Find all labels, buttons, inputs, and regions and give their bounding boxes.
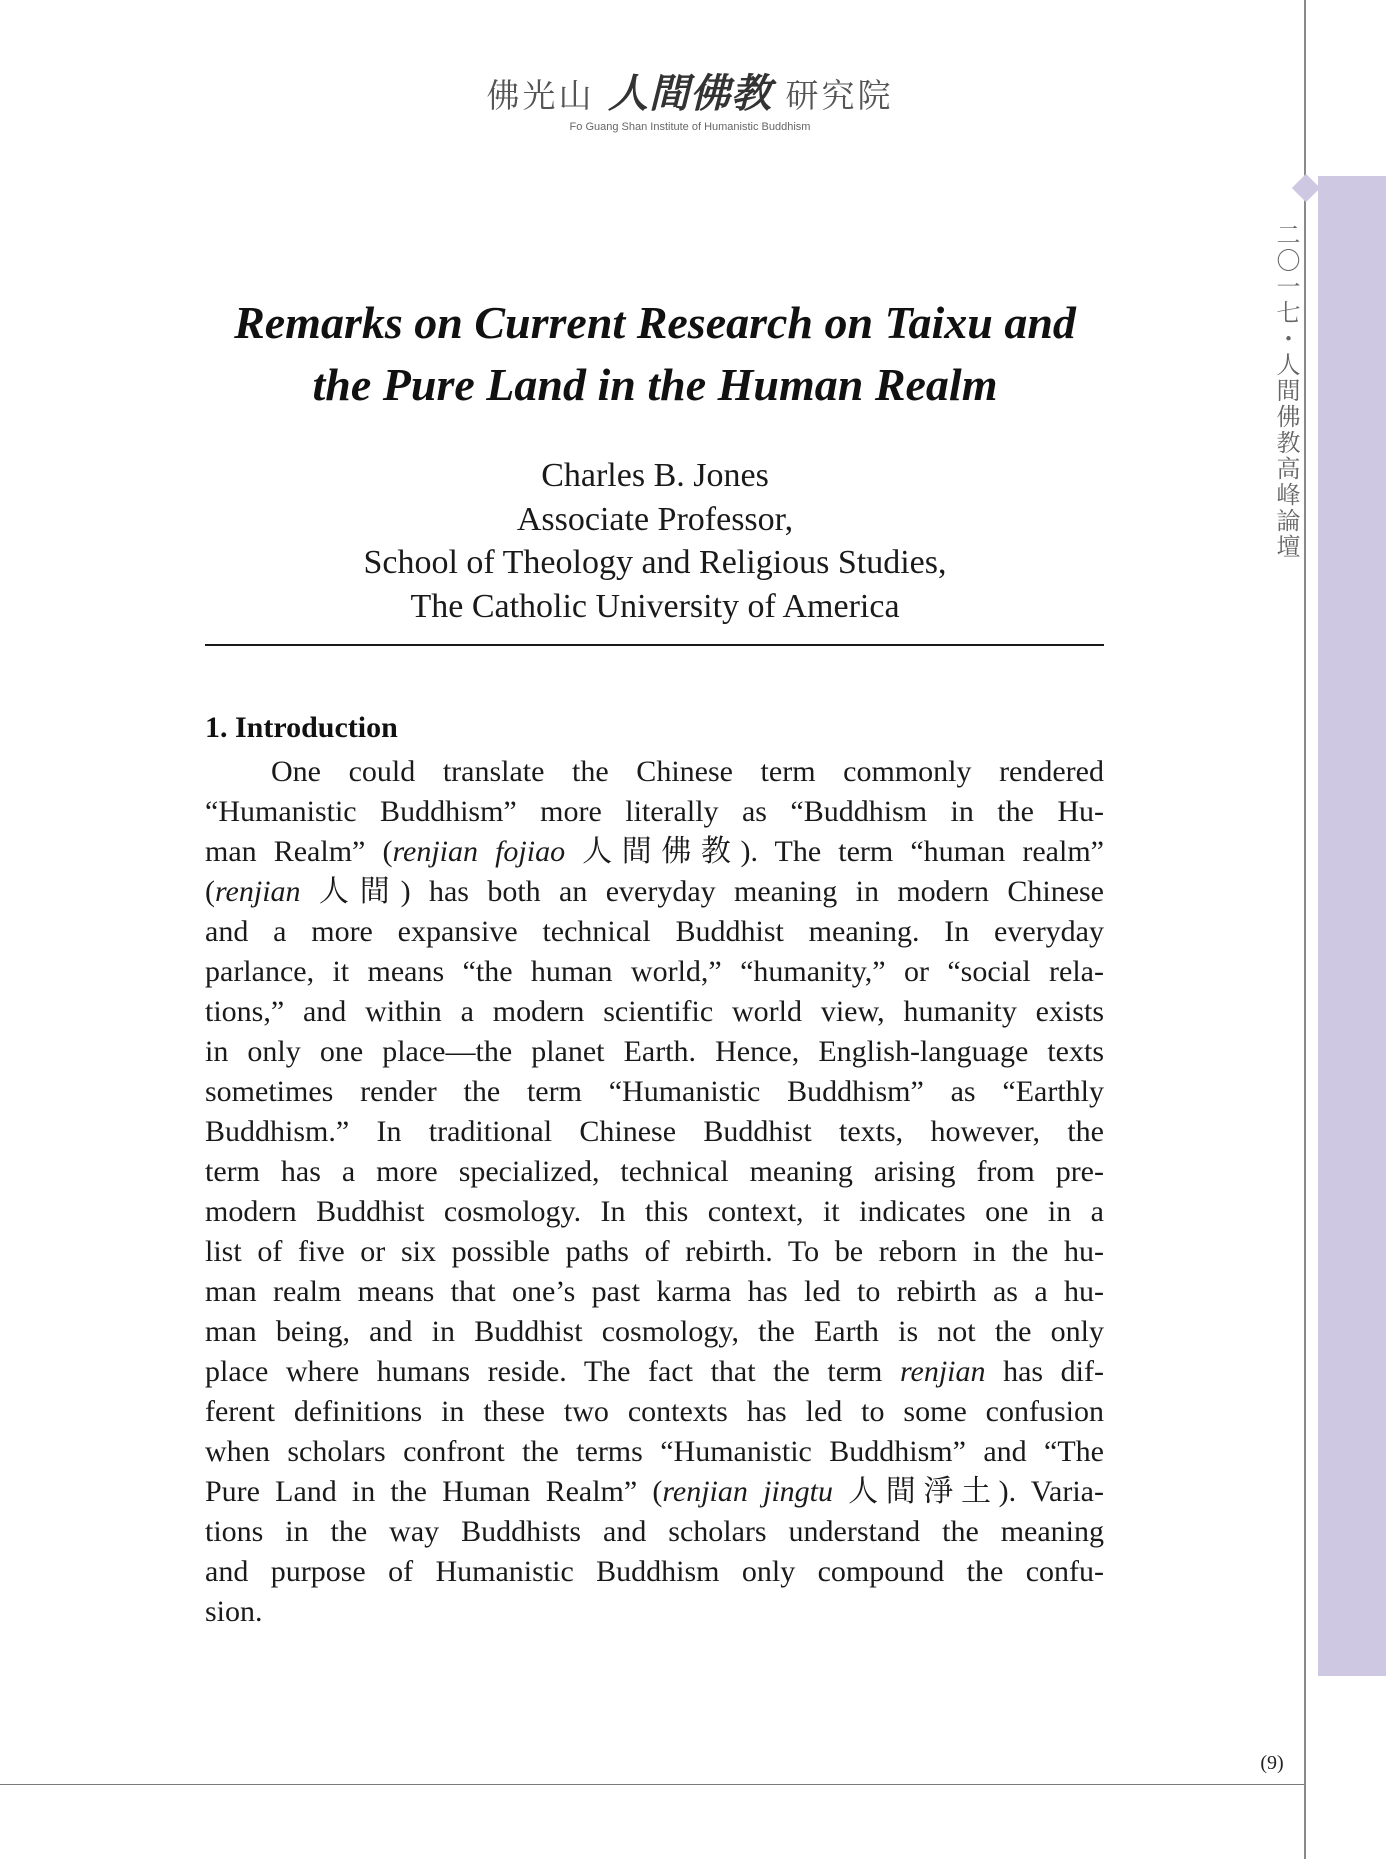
footer-rule <box>0 1784 1304 1785</box>
paragraph-line: tions in the way Buddhists and scholars understand the meaning <box>205 1515 1104 1548</box>
paragraph-line: (renjian 人間) has both an everyday meaning in modern Chinese <box>205 875 1104 908</box>
paragraph-line: Pure Land in the Human Realm” (renjian jingtu 人間淨土). Varia- <box>205 1475 1104 1508</box>
italic-term: renjian jingtu <box>662 1475 833 1508</box>
paragraph-line: man Realm” (renjian fojiao 人間佛教). The term “human realm” <box>205 835 1104 868</box>
author-name: Charles B. Jones <box>541 457 769 494</box>
paragraph-line: and purpose of Humanistic Buddhism only compound the confu- <box>205 1555 1104 1588</box>
italic-term: renjian fojiao <box>392 835 566 868</box>
paragraph-line: man realm means that one’s past karma has led to rebirth as a hu- <box>205 1275 1104 1308</box>
paragraph-line: list of five or six possible paths of rebirth. To be reborn in the hu- <box>205 1235 1104 1268</box>
paragraph-line: term has a more specialized, technical meaning arising from pre- <box>205 1155 1104 1188</box>
paragraph-line: ferent definitions in these two contexts has led to some confusion <box>205 1395 1104 1428</box>
section-heading: 1. Introduction <box>205 711 398 744</box>
body-paragraph <box>205 752 1104 1632</box>
paragraph-line: in only one place—the planet Earth. Hence, English-language texts <box>205 1035 1104 1068</box>
italic-term: renjian <box>899 1355 986 1388</box>
logo-cn-brush: 人間佛教 <box>608 70 772 117</box>
logo-english: Fo Guang Shan Institute of Humanistic Buddhism <box>569 121 811 133</box>
paragraph-line: One could translate the Chinese term commonly rendered <box>271 755 1104 788</box>
paragraph-line: modern Buddhist cosmology. In this context, it indicates one in a <box>205 1195 1104 1228</box>
logo-chinese <box>480 62 900 119</box>
author-position: Associate Professor, <box>516 500 794 538</box>
paragraph-line: man being, and in Buddhist cosmology, the Earth is not the only <box>205 1315 1104 1348</box>
paragraph-line: sometimes render the term “Humanistic Buddhism” as “Earthly <box>205 1075 1104 1108</box>
logo-cn-left: 佛光山 <box>486 76 595 115</box>
author-university: The Catholic University of America <box>410 587 900 625</box>
author-school: School of Theology and Religious Studies, <box>363 544 947 581</box>
paragraph-line: “Humanistic Buddhism” more literally as “Buddhism in the Hu- <box>205 795 1104 828</box>
paragraph-line: when scholars confront the terms “Humanistic Buddhism” and “The <box>205 1435 1104 1468</box>
paragraph-line: place where humans reside. The fact that the term renjian has dif- <box>205 1355 1104 1388</box>
title-divider <box>205 644 1104 646</box>
paragraph-line: Buddhism.” In traditional Chinese Buddhist texts, however, the <box>205 1115 1104 1148</box>
diamond-ornament <box>1292 174 1320 202</box>
logo-cn-right: 研究院 <box>785 76 894 115</box>
paragraph-line: tions,” and within a modern scientific world view, humanity exists <box>205 995 1104 1028</box>
title-line-2: the Pure Land in the Human Realm <box>312 359 998 410</box>
title-line-1: Remarks on Current Research on Taixu and <box>234 297 1076 348</box>
article-title <box>205 292 1105 416</box>
paragraph-line: and a more expansive technical Buddhist meaning. In everyday <box>205 915 1104 948</box>
italic-term: renjian <box>215 875 301 908</box>
page-number: (9) <box>1260 1752 1284 1774</box>
paragraph-line: parlance, it means “the human world,” “humanity,” or “social rela- <box>205 955 1104 988</box>
paragraph-line: sion. <box>205 1595 263 1628</box>
side-color-band <box>1318 176 1386 1676</box>
margin-rule <box>1304 0 1306 1859</box>
author-block <box>205 454 1105 628</box>
institute-logo <box>480 62 900 133</box>
running-head-vertical: 二〇一七・人間佛教高峰論壇 <box>1272 222 1300 560</box>
